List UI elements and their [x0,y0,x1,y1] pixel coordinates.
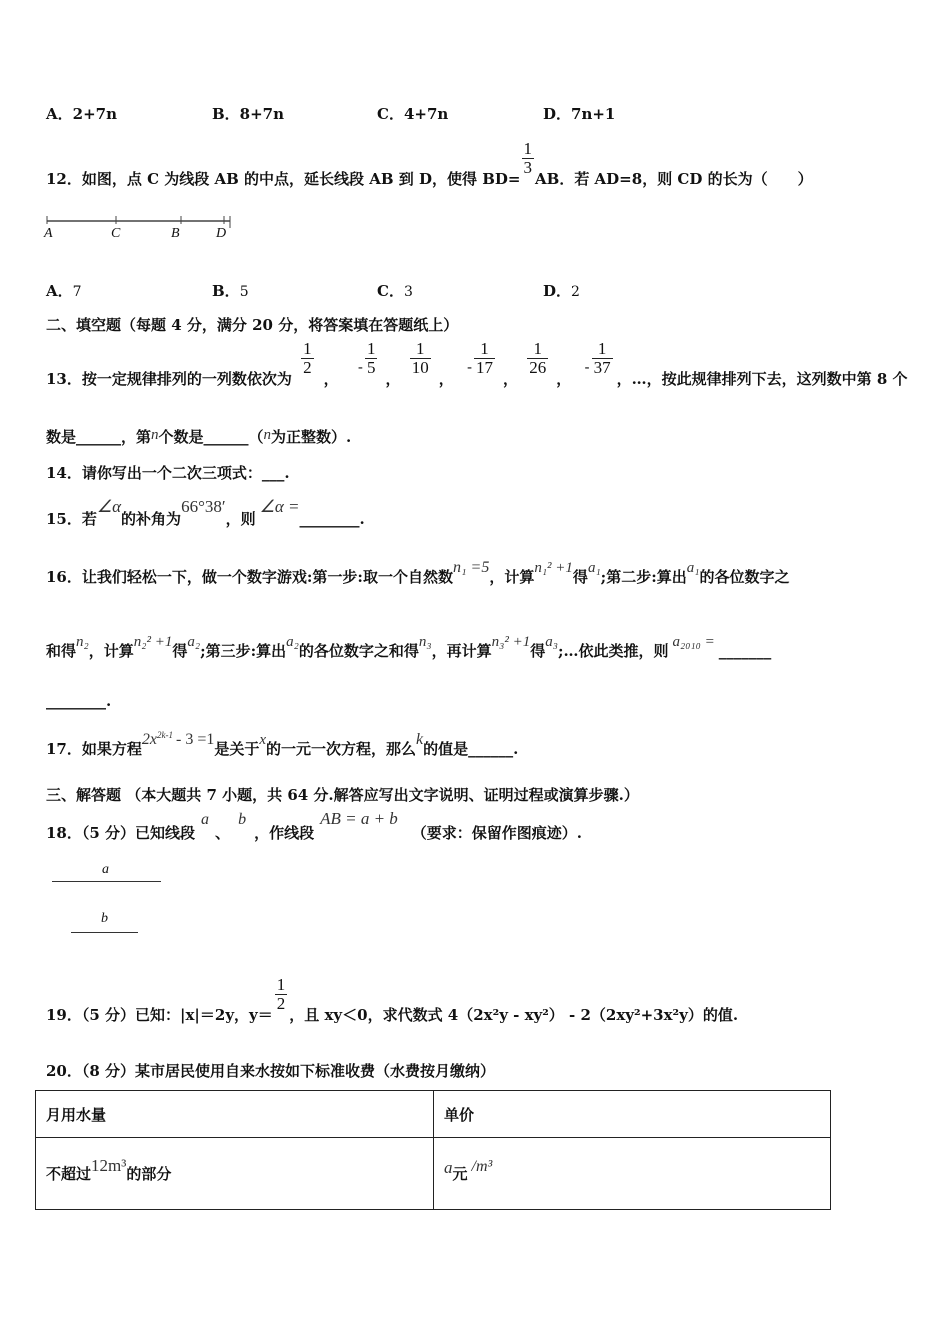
q16-line2: 和得n₂，计算n₂² +1得a₂;第三步:算出a₂的各位数字之和得n₃，再计算n₃² +1得a₃;…依此类推，则 a₂₀₁₀ = _______ [46,634,772,660]
q12-question: 12．如图，点 C 为线段 AB 的中点，延长线段 AB 到 D，使得 BD= $\frac{1}{3}$ AB．若 AD=8，则 CD 的长为（ ） [46,139,813,189]
q12-option-a: A．7 [46,282,82,300]
q12-option-d: D．2 [543,282,580,300]
segment-b-line [71,932,138,933]
q12-option-c: C．3 [377,282,413,300]
q14-question: 14．请你写出一个二次三项式：___. [46,464,290,482]
q12-option-b: B．5 [212,282,249,300]
figure-label-a: A [44,226,53,241]
segment-b-label: b [101,911,108,926]
section-2-title: 二、填空题（每题 4 分，满分 20 分，将答案填在答题纸上） [46,316,459,334]
figure-label-d: D [216,226,227,241]
segment-a-line [52,881,161,882]
q20-title: 20．（8 分）某市居民使用自来水按如下标准收费（水费按月缴纳） [46,1062,496,1080]
q17-question: 17．如果方程$2x^{2k-1} - 3 =1$是关于x的一元一次方程，那么k的值是______. [46,730,519,758]
q19-question: 19．（5 分）已知：|x|＝2y，y＝ $\frac{1}{2}$ ，且 xy＜0，求代数式 4（2x²y - xy²） - 2（2xy²+3x²y）的值. [46,975,739,1025]
q15-question: 15．若∠α的补角为66°38′，则∠α =________. [46,497,365,528]
water-price-table [35,1090,831,1210]
figure-label-b: B [171,226,180,241]
q16-blank-line: ________. [46,692,112,710]
table-header-usage: 月用水量 [36,1091,434,1138]
segment-a-label: a [102,862,109,877]
q11-option-a: A．2+7n [46,105,117,123]
table-cell-usage: 不超过12m³的部分 [36,1138,434,1210]
q18-question: 18．（5 分）已知线段a、b，作线段AB = a + b（要求：保留作图痕迹）. [46,809,583,842]
q11-option-d: D．7n+1 [543,105,616,123]
section-3-title: 三、解答题 （本大题共 7 小题，共 64 分.解答应写出文字说明、证明过程或演算步骤.） [46,786,639,804]
table-header-price: 单价 [434,1091,831,1138]
q16-line1: 16．让我们轻松一下，做一个数字游戏:第一步:取一个自然数n₁ =5，计算n₁² +1得a₁;第二步:算出a₁的各位数字之 [46,559,790,586]
table-cell-price: a元 /m³ [434,1138,831,1210]
q13-question: 13．按一定规律排列的一列数依次为 $\frac{1}{2}$ ， - $\frac{1}{5}$ ， $\frac{1}{10}$ ， - $\frac{1}{17}$ ， $\frac{1}{26}$ ， - $\frac{1}{37}$ ，…，按此规律排列下去，这列数中第 8 个 [46,339,908,389]
q13-line2: 数是______，第n个数是______（n为正整数）. [46,427,352,446]
q11-option-c: C．4+7n [377,105,449,123]
q12-segment-figure [44,214,234,244]
figure-label-c: C [111,226,121,241]
q11-option-b: B．8+7n [212,105,285,123]
